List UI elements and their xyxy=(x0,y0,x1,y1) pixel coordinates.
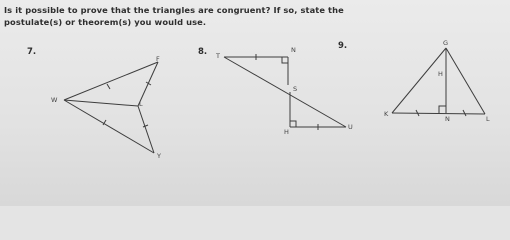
vertex-label: L xyxy=(139,100,143,108)
vertex-label: Y xyxy=(157,152,161,160)
problem-7-number: 7. xyxy=(27,47,37,57)
vertex-label: F xyxy=(156,55,160,63)
figure-9 xyxy=(392,48,485,116)
vertex-label: H xyxy=(284,128,289,136)
vertex-label: G xyxy=(443,39,449,47)
vertex-label: N xyxy=(291,46,296,54)
vertex-label: W xyxy=(51,96,58,104)
figure-8 xyxy=(224,54,346,130)
question-line-1: Is it possible to prove that the triangles are congruent? If so, state the xyxy=(4,5,344,15)
vertex-label: S xyxy=(293,85,298,93)
vertex-label: H xyxy=(438,70,443,78)
vertex-label: U xyxy=(348,123,353,131)
vertex-label: K xyxy=(384,110,389,118)
vertex-label: N xyxy=(445,115,450,123)
vertex-label: L xyxy=(486,115,490,123)
figure-7 xyxy=(64,62,158,153)
vertex-label: T xyxy=(216,52,220,60)
question-line-2: postulate(s) or theorem(s) you would use. xyxy=(4,17,207,27)
problem-9-number: 9. xyxy=(338,41,348,51)
problem-8-number: 8. xyxy=(198,47,208,57)
